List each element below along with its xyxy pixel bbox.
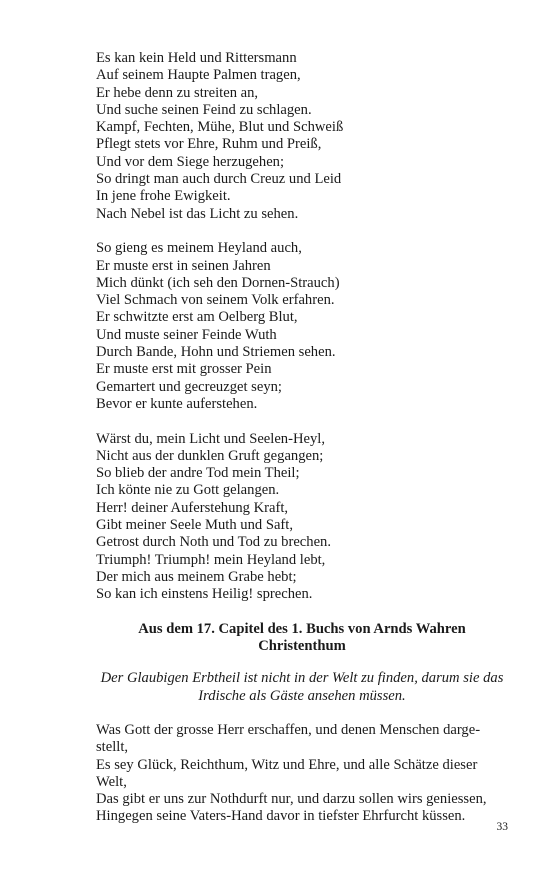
- verse-line: Gibt meiner Seele Muth und Saft,: [96, 517, 293, 534]
- verse-line: Auf seinem Haupte Palmen tragen,: [96, 67, 301, 84]
- verse-line: So gieng es meinem Heyland auch,: [96, 240, 302, 257]
- verse-line: Durch Bande, Hohn und Striemen sehen.: [96, 344, 336, 361]
- prose-line: Hingegen seine Vaters-Hand davor in tiefster Ehrfurcht küssen.: [96, 808, 466, 825]
- section-heading: Aus dem 17. Capitel des 1. Buchs von Arnds Wahren Christenthum: [138, 620, 466, 655]
- verse-line: Er hebe denn zu streiten an,: [96, 84, 259, 101]
- verse-line: Bevor er kunte auferstehen.: [96, 395, 258, 412]
- verse-line: Er muste erst in seinen Jahren: [96, 257, 271, 274]
- verse-line: Wärst du, mein Licht und Seelen-Heyl,: [96, 430, 325, 447]
- prose-line: Welt,: [96, 773, 127, 790]
- verse-line: Ich könte nie zu Gott gelangen.: [96, 482, 280, 499]
- verse-line: Und muste seiner Feinde Wuth: [96, 326, 277, 343]
- verse-line: Nicht aus der dunklen Gruft gegangen;: [96, 447, 324, 464]
- verse-line: Viel Schmach von seinem Volk erfahren.: [96, 292, 335, 309]
- verse-line: Er schwitzte erst am Oelberg Blut,: [96, 309, 298, 326]
- prose-line: Was Gott der grosse Herr erschaffen, und denen Menschen darge-: [96, 721, 481, 738]
- verse-line: Mich dünkt (ich seh den Dornen-Strauch): [96, 274, 340, 291]
- prose-line: Das gibt er uns zur Nothdurft nur, und darzu sollen wirs geniessen,: [96, 791, 487, 808]
- verse-line: So dringt man auch durch Creuz und Leid: [96, 171, 342, 188]
- verse-line: Er muste erst mit grosser Pein: [96, 361, 272, 378]
- verse-line: So kan ich einstens Heilig! sprechen.: [96, 586, 313, 603]
- verse-line: Nach Nebel ist das Licht zu sehen.: [96, 205, 299, 222]
- verse-line: Pflegt stets vor Ehre, Ruhm und Preiß,: [96, 136, 322, 153]
- stanza-1: [96, 50, 508, 223]
- verse-line: Und vor dem Siege herzugehen;: [96, 153, 285, 170]
- verse-line: Es kan kein Held und Rittersmann: [96, 50, 297, 66]
- verse-line: Und suche seinen Feind zu schlagen.: [96, 101, 312, 118]
- prose-paragraph: [96, 722, 508, 826]
- verse-line: Triumph! Triumph! mein Heyland lebt,: [96, 551, 326, 568]
- verse-line: Kampf, Fechten, Mühe, Blut und Schweiß: [96, 119, 344, 136]
- section-subtitle: Der Glaubigen Erbtheil ist nicht in der Welt zu finden, darum sie das Irdische als Gäste ansehen müssen.: [100, 670, 504, 704]
- prose-line: Es sey Glück, Reichthum, Witz und Ehre, und alle Schätze dieser: [96, 756, 478, 773]
- prose-line: stellt,: [96, 739, 129, 756]
- text-block: [96, 50, 508, 826]
- page-number: 33: [496, 821, 508, 833]
- verse-line: In jene frohe Ewigkeit.: [96, 188, 231, 205]
- stanza-2: [96, 240, 508, 413]
- stanza-3: [96, 431, 508, 604]
- verse-line: So blieb der andre Tod mein Theil;: [96, 465, 300, 482]
- verse-line: Gemartert und gecreuzget seyn;: [96, 378, 282, 395]
- verse-line: Getrost durch Noth und Tod zu brechen.: [96, 534, 331, 551]
- verse-line: Herr! deiner Auferstehung Kraft,: [96, 499, 289, 516]
- verse-line: Der mich aus meinem Grabe hebt;: [96, 568, 297, 585]
